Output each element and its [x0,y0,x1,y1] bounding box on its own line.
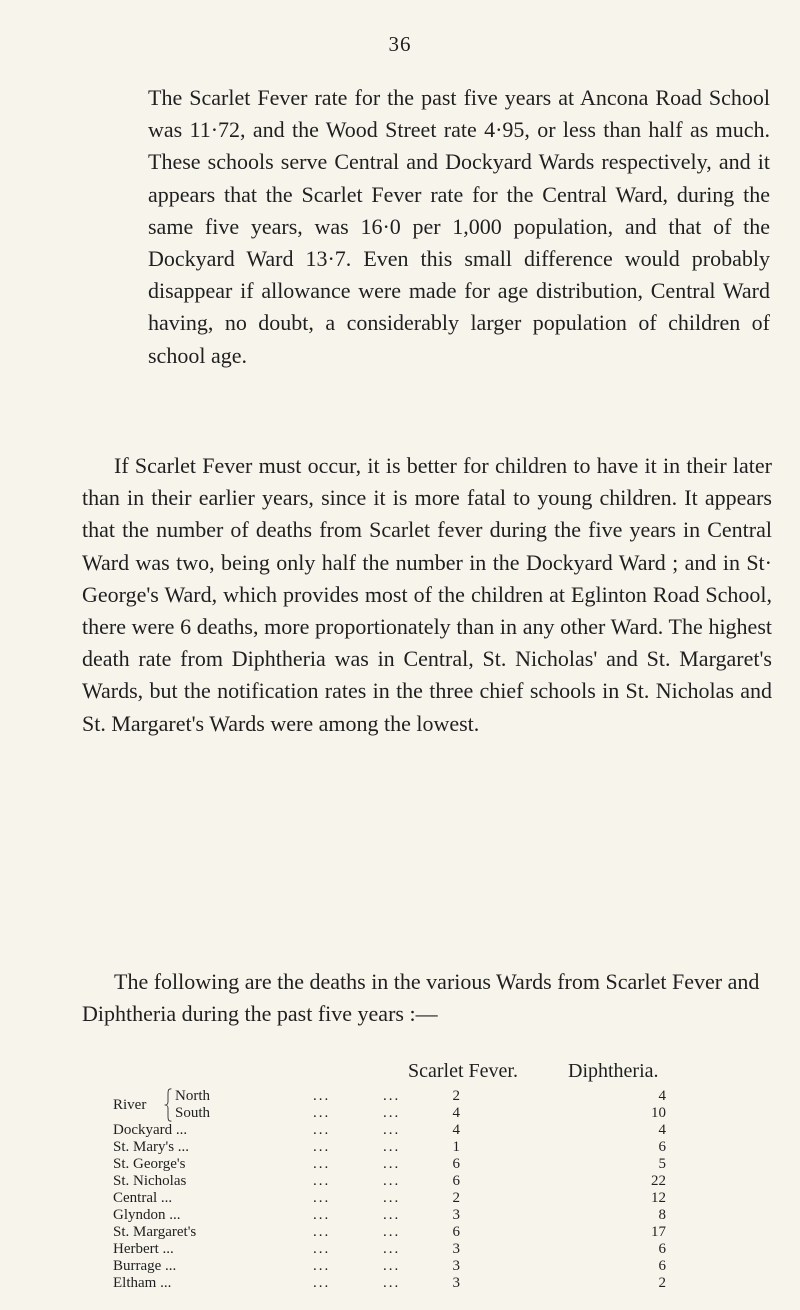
leader-dots: ... [313,1156,331,1172]
table-row [0,1173,800,1190]
diphtheria-value: 6 [658,1139,666,1155]
river-group-label: River [113,1096,147,1113]
leader-dots: ... [313,1173,331,1189]
table-row [0,1105,800,1122]
diphtheria-value: 4 [658,1122,666,1138]
leader-dots: ... [383,1139,401,1155]
table-row [0,1224,800,1241]
leader-dots: ... [383,1190,401,1206]
table-row [0,1190,800,1207]
leader-dots: ... [313,1207,331,1223]
ward-name: St. Mary's ... [113,1139,190,1155]
table-row [0,1241,800,1258]
leader-dots: ... [383,1088,401,1104]
diphtheria-value: 8 [658,1207,666,1223]
diphtheria-value: 12 [651,1190,666,1206]
ward-name: St. George's [113,1156,186,1172]
scarlet-fever-value: 3 [452,1241,460,1257]
scarlet-fever-value: 4 [452,1122,460,1138]
scarlet-fever-value: 1 [452,1139,460,1155]
diphtheria-value: 4 [658,1088,666,1104]
leader-dots: ... [313,1105,331,1121]
scarlet-fever-value: 6 [452,1224,460,1240]
leader-dots: ... [383,1173,401,1189]
leader-dots: ... [383,1105,401,1121]
scarlet-fever-value: 4 [452,1105,460,1121]
leader-dots: ... [383,1275,401,1291]
diphtheria-value: 22 [651,1173,666,1189]
paragraph-scarlet-fever-deaths: If Scarlet Fever must occur, it is better for children to have it in their later than in their earlier years, since it is more fatal to young children. It appears that the number of deaths from Scarlet fever during the five years in Central Ward was two, being only half the number in the Dockyard Ward ; and in St· George's Ward, which provides most of the children at Eglinton Road School, there were 6 deaths, more proportionately than in any other Ward. The highest death rate from Diphtheria was in Central, St. Nicholas' and St. Margaret's Wards, but the notification rates in the three chief schools in St. Nicholas and St. Margaret's Wards were among the lowest. [82,453,772,736]
diphtheria-value: 17 [651,1224,666,1240]
scarlet-fever-value: 2 [452,1190,460,1206]
ward-name: North [175,1088,210,1104]
table-row [0,1207,800,1224]
leader-dots: ... [313,1275,331,1291]
leader-dots: ... [313,1258,331,1274]
table-row [0,1156,800,1173]
ward-name: Burrage ... [113,1258,177,1274]
leader-dots: ... [383,1207,401,1223]
table-row [0,1258,800,1275]
leader-dots: ... [313,1088,331,1104]
scarlet-fever-value: 6 [452,1173,460,1189]
leader-dots: ... [383,1122,401,1138]
column-header-scarlet-fever: Scarlet Fever. [408,1060,518,1082]
scarlet-fever-value: 3 [452,1207,460,1223]
leader-dots: ... [313,1241,331,1257]
ward-name: Dockyard ... [113,1122,188,1138]
ward-name: St. Margaret's [113,1224,197,1240]
leader-dots: ... [313,1122,331,1138]
diphtheria-value: 10 [651,1105,666,1121]
scarlet-fever-value: 2 [452,1088,460,1104]
ward-name: Glyndon ... [113,1207,181,1223]
ward-name: South [175,1105,211,1121]
scarlet-fever-value: 3 [452,1275,460,1291]
leader-dots: ... [313,1139,331,1155]
table-row [0,1275,800,1292]
diphtheria-value: 5 [658,1156,666,1172]
diphtheria-value: 6 [658,1258,666,1274]
page-number: 36 [388,32,412,56]
table-row [0,1122,800,1139]
ward-name: St. Nicholas [113,1173,187,1189]
scarlet-fever-value: 3 [452,1258,460,1274]
diphtheria-value: 2 [658,1275,666,1291]
paragraph-table-intro: The following are the deaths in the various Wards from Scarlet Fever and Diphtheria during the past five years :— [82,969,760,1027]
ward-name: Central ... [113,1190,173,1206]
ward-name: Herbert ... [113,1241,174,1257]
leader-dots: ... [313,1190,331,1206]
table-row [0,1139,800,1156]
column-header-diphtheria: Diphtheria. [568,1060,659,1082]
leader-dots: ... [383,1156,401,1172]
leader-dots: ... [313,1224,331,1240]
paragraph-ancona-wood-street: The Scarlet Fever rate for the past five years at Ancona Road School was 11·72, and the Wood Street rate 4·95, or less than half as much. These schools serve Central and Dockyard Wards respectively, and it appears that the Scarlet Fever rate for the Central Ward, during the same five years, was 16·0 per 1,000 population, and that of the Dockyard Ward 13·7. Even this small difference would probably disappear if allowance were made for age distribution, Central Ward having, no doubt, a considerably larger population of children of school age. [148,85,770,368]
scarlet-fever-value: 6 [452,1156,460,1172]
leader-dots: ... [383,1258,401,1274]
leader-dots: ... [383,1224,401,1240]
table-row [0,1088,800,1105]
diphtheria-value: 6 [658,1241,666,1257]
leader-dots: ... [383,1241,401,1257]
ward-name: Eltham ... [113,1275,172,1291]
